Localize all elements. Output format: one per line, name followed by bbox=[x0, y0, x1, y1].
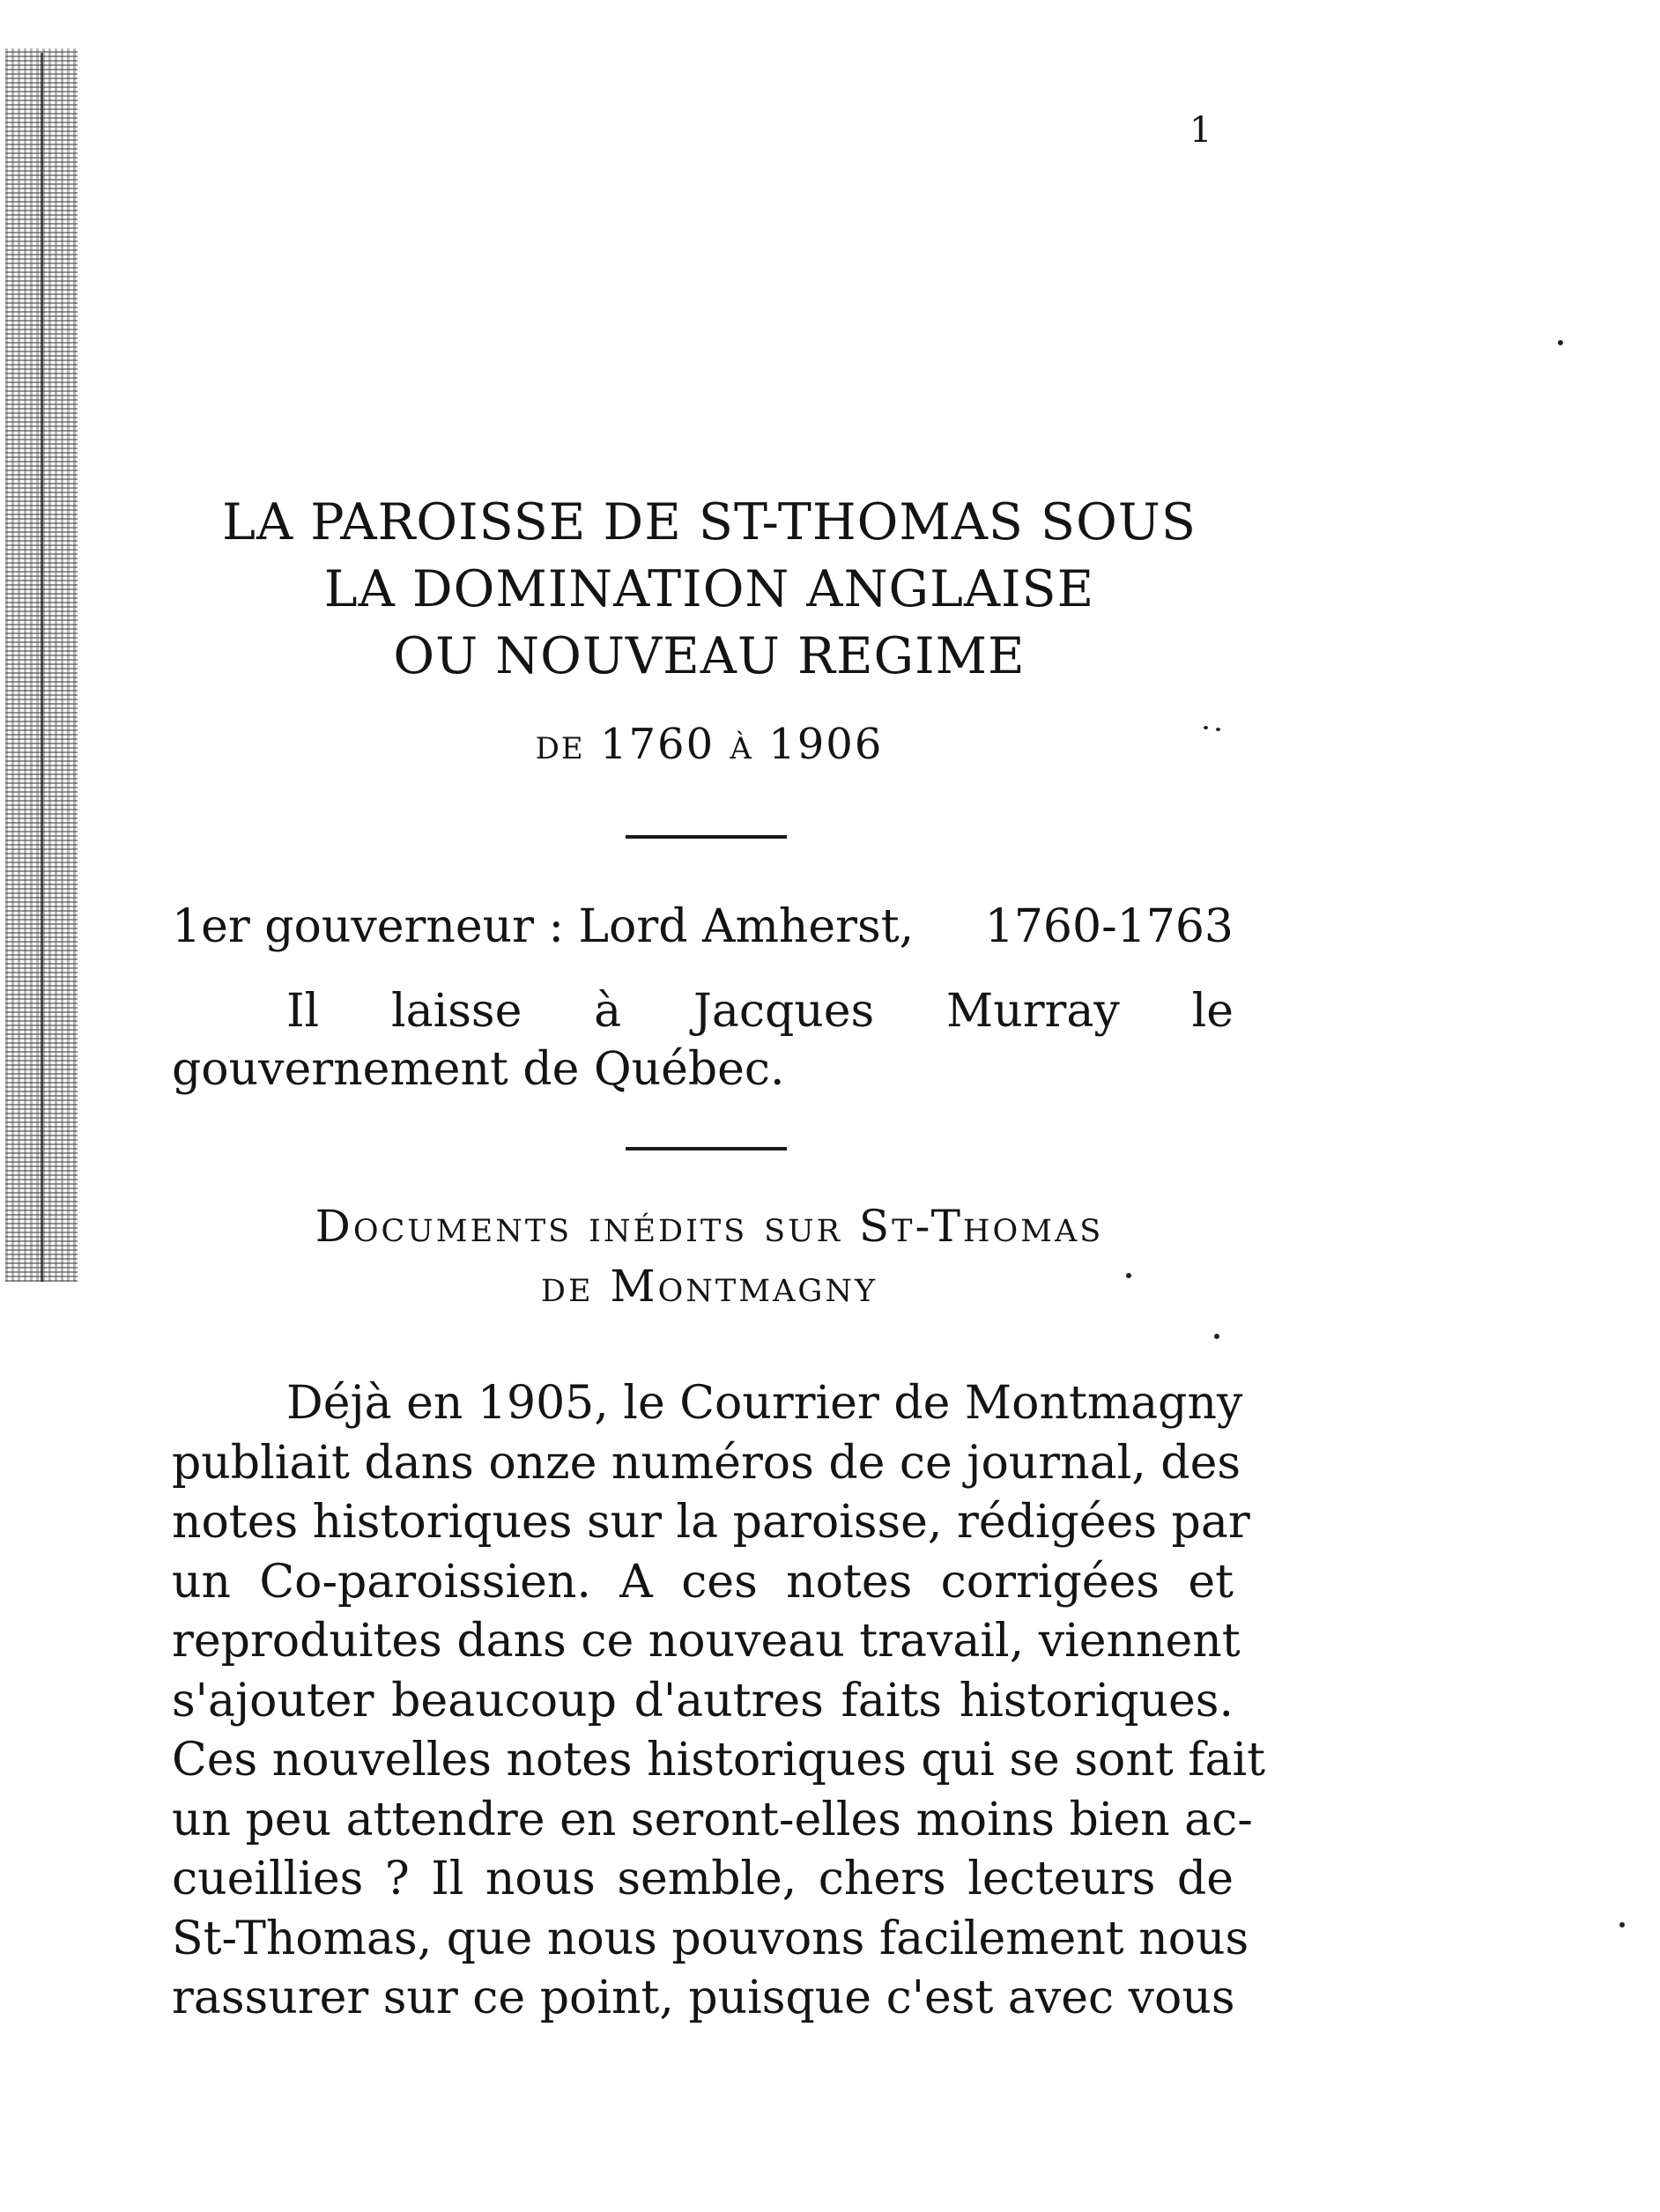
scan-binding-line bbox=[41, 53, 43, 1282]
page-number: 1 bbox=[1189, 110, 1212, 151]
body-line: cueillies ? Il nous semble, chers lecteurs de bbox=[172, 1853, 1234, 1905]
body-line: un peu attendre en seront-elles moins bien ac- bbox=[172, 1793, 1253, 1846]
body-line: s'ajouter beaucoup d'autres faits historiques. bbox=[172, 1674, 1234, 1727]
governor-line bbox=[172, 899, 1234, 955]
title-dates: de 1760 à 1906 bbox=[535, 720, 884, 769]
body-line: un Co-paroissien. A ces notes corrigées et bbox=[172, 1555, 1234, 1609]
section-heading bbox=[172, 1196, 1247, 1316]
divider-rule bbox=[626, 1147, 787, 1150]
title-line-2: LA DOMINATION ANGLAISE bbox=[323, 560, 1095, 618]
governor-note: Il laisse à Jacques Murray le gouvernement de Québec. bbox=[172, 985, 1234, 1096]
body-line: notes historiques sur la paroisse, rédigées par bbox=[172, 1496, 1250, 1549]
body-line: rassurer sur ce point, puisque c'est avec vous bbox=[172, 1972, 1235, 2024]
body-line: publiait dans onze numéros de ce journal, des bbox=[172, 1436, 1241, 1490]
title-line-1: LA PAROISSE DE ST-THOMAS SOUS bbox=[222, 493, 1197, 551]
body-line: reproduites dans ce nouveau travail, viennent bbox=[172, 1615, 1241, 1668]
scan-speck bbox=[1619, 1922, 1625, 1927]
body-line: Ces nouvelles notes historiques qui se sont fait bbox=[172, 1734, 1266, 1787]
body-paragraph bbox=[172, 1374, 1266, 2029]
body-line: Déjà en 1905, le Courrier de Montmagny bbox=[286, 1377, 1243, 1430]
section-heading-line-1: Documents inédits sur St-Thomas bbox=[315, 1201, 1104, 1252]
body-line: St-Thomas, que nous pouvons facilement nous bbox=[172, 1912, 1249, 1965]
chapter-title bbox=[172, 489, 1247, 690]
title-line-3: OU NOUVEAU REGIME bbox=[393, 627, 1026, 685]
governor-years: 1760-1763 bbox=[984, 900, 1234, 953]
section-heading-line-2: de Montmagny bbox=[540, 1261, 878, 1312]
scan-speck bbox=[1558, 340, 1563, 345]
divider-rule bbox=[626, 835, 787, 839]
scan-speck bbox=[1214, 1334, 1219, 1339]
governor-label: 1er gouverneur : Lord Amherst, bbox=[172, 900, 915, 953]
